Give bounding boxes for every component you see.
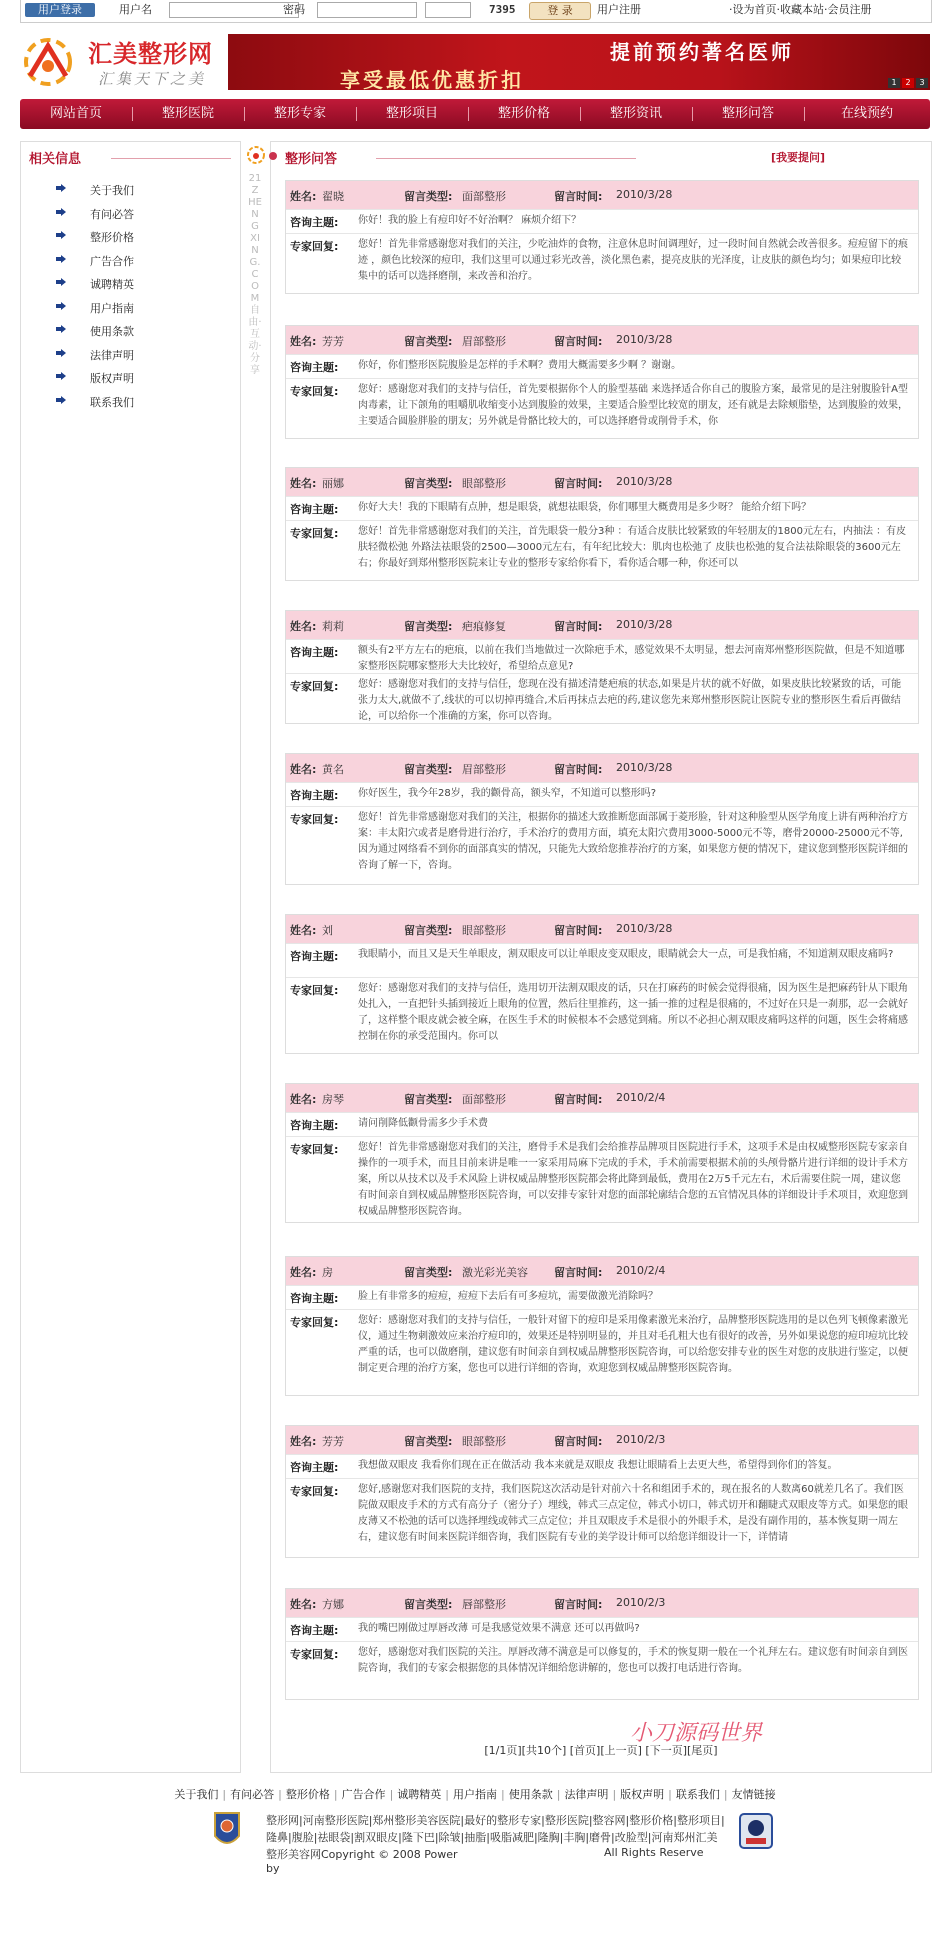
footer-copyright: 整形美容网Copyright © 2008 Power by (266, 1848, 458, 1875)
sidebar-item-label: 联系我们 (90, 395, 134, 409)
banner-page-1[interactable]: 1 (888, 78, 900, 88)
entry-reply: 您好！首先非常感谢您对我们的关注，少吃油炸的食物，注意休息时间调理好，过一段时间自然就会改善很多。痘痘留下的痕迹 ，颜色比较深的痘印，我们这里可以通过彩光改善，淡化黑色素，提亮皮肤的光泽度，让皮肤的颜色均匀；如果痘印比较集中的话可以选择磨削，来改善和治疗。 (358, 239, 908, 282)
footer-link[interactable]: 有问必答 (230, 1788, 275, 1801)
entry-type: 疤痕修复 (462, 620, 506, 633)
reply-label: 专家回复: (290, 1485, 339, 1498)
time-label: 留言时间: (554, 1598, 603, 1611)
reply-label: 专家回复: (290, 1143, 339, 1156)
reply-label: 专家回复: (290, 527, 339, 540)
watermark: 小刀源码世界 (630, 1721, 763, 1746)
entry-type: 唇部整形 (462, 1598, 506, 1611)
name-label: 姓名: (290, 620, 317, 633)
subject-label: 咨询主题: (290, 1119, 339, 1132)
captcha-code: 7395 (489, 3, 516, 16)
time-label: 留言时间: (554, 763, 603, 776)
entry-subject: 脸上有非常多的痘痘，痘痘下去后有可多痘坑，需要做激光消除吗？ (358, 1291, 658, 1302)
banner-line2: 享受最低优惠折扣 (340, 68, 524, 90)
entry-reply: 您好：感谢您对我们的支持与信任，首先要根据你个人的脸型基础 来选择适合你自己的腹脸方案，最常见的是注射腹脸针A型肉毒素，让下颌角的咀嚼肌收缩变小达到腹脸的效果，主要适合脸型比较宽的朋友，还有就是去除颊脂垫，达到腹脸的效果，主要适合圆脸胖脸的朋友；另外就是骨骼比较大的，可以选择磨骨或削骨手术，你 (358, 384, 909, 427)
reply-row (286, 1478, 918, 1556)
entry-type: 面部整形 (462, 1093, 506, 1106)
qa-entry-header (286, 326, 918, 354)
subject-label: 咨询主题: (290, 1461, 339, 1474)
time-label: 留言时间: (554, 335, 603, 348)
subject-row (286, 1112, 918, 1137)
footer-link[interactable]: 友情链接 (731, 1788, 776, 1801)
entry-type: 眼部整形 (462, 924, 506, 937)
entry-name: 丽娜 (322, 477, 344, 490)
reply-row (286, 378, 918, 437)
qa-entry (285, 1083, 919, 1223)
entry-reply: 您好！首先非常感谢您对我们的关注，磨骨手术是我们会给推荐品牌项目医院进行手术，这项手术是由权威整形医院专家亲自操作的一项手术，而且目前来讲是唯一一家采用局麻下完成的手术，手术前需要根据术前的头颅骨骼片进行详细的设计手术方案，所以从技术以及手术风险上讲权威品牌整形医院都会将此降到最低，费用在2万5千元左右，术后需要住院一周，建议您有时间亲自到权威品牌整形医院咨询，可以安排专家针对您的面部轮廓结合您的五官情况具体的详细设计手术项目，欢迎您到权威品牌整形医院咨询。 (358, 1142, 908, 1217)
entry-subject: 额头有2平方左右的疤痕，以前在我们当地做过一次除疤手术，感觉效果不太明显，想去河南郑州整形医院做，但是不知道哪家整形医院哪家整形大夫比较好，希望给点意见? (358, 645, 905, 672)
pager[interactable]: [1/1页][共10个] [首页][上一页] [下一页][尾页] (484, 1744, 718, 1757)
entry-time: 2010/3/28 (616, 475, 673, 488)
name-label: 姓名: (290, 1266, 317, 1279)
subject-label: 咨询主题: (290, 361, 339, 374)
entry-type: 面部整形 (462, 190, 506, 203)
sidebar-title: 相关信息 (29, 152, 82, 167)
entry-name: 房琴 (322, 1093, 344, 1106)
entry-type: 眼部整形 (462, 477, 506, 490)
sidebar-item-label: 有问必答 (90, 207, 134, 221)
logo[interactable] (20, 32, 225, 92)
reply-label: 专家回复: (290, 680, 339, 693)
footer-link[interactable]: 联系我们 (675, 1788, 720, 1801)
vertical-strip (245, 141, 267, 471)
time-label: 留言时间: (554, 477, 603, 490)
qa-entry (285, 180, 919, 294)
sidebar (20, 141, 241, 1773)
nav-hospital[interactable]: 整形医院 (161, 106, 214, 121)
time-label: 留言时间: (554, 620, 603, 633)
username-input[interactable] (169, 2, 299, 18)
footer-line1[interactable]: 整形网|河南整形医院|郑州整形美容医院|最好的整形专家|整形医院|整容网|整形价格|整形项目| (266, 1814, 725, 1827)
sidebar-item-label: 法律声明 (90, 348, 134, 362)
subject-label: 咨询主题: (290, 216, 339, 229)
entry-reply: 您好,感谢您对我们医院的支持，我们医院这次活动是针对前六十名和组团手术的，现在报名的人数离60就差几名了。我们医院做双眼皮手术的方式有高分子（密分子）埋线，韩式三点定位，韩式小切口，韩式切开和翻睫式双眼皮等方式。如果您的眼皮薄又不松弛的话可以选择埋线或韩式三点定位；并且双眼皮手术是很小的外眼手术，是没有副作用的，基本恢复期一周左右，建议您有时间来医院详细咨询，我们医院有专业的美学设计师可以给您详细设计一下，详情请 (358, 1484, 908, 1543)
entry-name: 房 (322, 1266, 333, 1279)
qa-entry (285, 610, 919, 724)
arrow-right-icon (56, 325, 66, 333)
type-label: 留言类型: (404, 763, 453, 776)
logo-slogan: 汇集天下之美 (98, 70, 207, 88)
entry-time: 2010/3/28 (616, 333, 673, 346)
footer-link[interactable]: 广告合作 (341, 1788, 386, 1801)
subject-label: 咨询主题: (290, 646, 339, 659)
qa-entry-header (286, 181, 918, 209)
entry-reply: 您好！首先非常感谢您对我们的关注，首先眼袋一般分3种 ：有适合皮肤比较紧致的年轻朋友的1800元左右，内抽法 ：有皮肤轻微松弛 外路法祛眼袋的2500—3000元左右，有年纪比较大：肌肉也松弛了 皮肤也松弛的复合法祛除眼袋的3600元左右；你最好到郑州整形医院来让专业的整形专家给你看下，看你适合哪一种，你还可以 (358, 526, 907, 569)
type-label: 留言类型: (404, 1266, 453, 1279)
qa-entry (285, 1588, 919, 1700)
vertical-slogan: 21ZHENGXING.COM 自由·互动·分享 (248, 173, 262, 376)
police-alarm-icon[interactable] (736, 1810, 776, 1852)
entry-name: 刘 (322, 924, 333, 937)
time-label: 留言时间: (554, 924, 603, 937)
banner-line1: 提前预约著名医师 (610, 40, 794, 64)
qa-entry-header (286, 1257, 918, 1285)
entry-subject: 你好，你们整形医院腹脸是怎样的手术啊？费用大概需要多少啊 ？谢谢。 (358, 360, 682, 371)
type-label: 留言类型: (404, 1093, 453, 1106)
entry-name: 莉莉 (322, 620, 344, 633)
subject-row (286, 1454, 918, 1479)
time-label: 留言时间: (554, 1435, 603, 1448)
arrow-right-icon (56, 278, 66, 286)
subject-row (286, 1285, 918, 1310)
entry-name: 芳芳 (322, 335, 344, 348)
name-label: 姓名: (290, 1093, 317, 1106)
qa-entry-header (286, 468, 918, 496)
footer-rights: All Rights Reserve (604, 1846, 704, 1859)
entry-time: 2010/2/4 (616, 1091, 666, 1104)
arrow-right-icon (56, 255, 66, 263)
top-links[interactable]: ·设为首页·收藏本站·会员注册 (729, 3, 872, 16)
entry-time: 2010/3/28 (616, 618, 673, 631)
subject-label: 咨询主题: (290, 503, 339, 516)
reply-row (286, 1136, 918, 1221)
reply-row (286, 520, 918, 579)
reply-row (286, 1641, 918, 1698)
nav-expert[interactable]: 整形专家 (273, 106, 326, 121)
entry-reply: 您好：感谢您对我们的支持与信任，一般针对留下的痘印是采用像素激光来治疗，品牌整形医院选用的是以色列飞顿像素激光仪，通过生物刺激效应来治疗痘印的，效果还是特别明显的，并且对毛孔粗大也有很好的改善，另外如果说您的痘印痘坑比较严重的话，也可以做磨削，建议您有时间亲自到权威品牌整形医院咨询，可以给您安排专业的医生对您的皮肤进行鉴定，以便制定更合理的治疗方案，您也可以进行详细的咨询，欢迎您到权威品牌整形医院咨询。 (358, 1315, 908, 1374)
type-label: 留言类型: (404, 924, 453, 937)
entry-reply: 您好，感谢您对我们医院的关注。厚唇改薄不满意是可以修复的，手术的恢复期一般在一个礼拜左右。建议您有时间亲自到医院咨询，我们的专家会根据您的具体情况详细给您讲解的，您也可以拨打电话进行咨询。 (358, 1647, 908, 1674)
entry-type: 眉部整形 (462, 763, 506, 776)
qa-entry (285, 753, 919, 885)
subject-row (286, 1617, 918, 1642)
main-nav (20, 99, 930, 129)
name-label: 姓名: (290, 477, 317, 490)
reply-row (286, 233, 918, 292)
nav-news[interactable]: 整形资讯 (609, 106, 662, 121)
arrow-right-icon (56, 208, 66, 216)
entry-subject: 我眼睛小，而且又是天生单眼皮，割双眼皮可以让单眼皮变双眼皮，眼睛就会大一点，可是我怕痛，不知道割双眼皮痛吗? (358, 949, 894, 960)
name-label: 姓名: (290, 1598, 317, 1611)
password-label: 密码 (283, 3, 305, 16)
title-bullet-icon (267, 150, 279, 162)
entry-time: 2010/3/28 (616, 188, 673, 201)
entry-type: 激光彩光美容 (462, 1266, 528, 1279)
qa-entry-header (286, 1426, 918, 1454)
login-button[interactable]: 登 录 (529, 2, 591, 20)
reply-label: 专家回复: (290, 1316, 339, 1329)
name-label: 姓名: (290, 924, 317, 937)
arrow-right-icon (56, 372, 66, 380)
police-badge-icon[interactable] (212, 1810, 242, 1852)
arrow-right-icon (56, 396, 66, 404)
subject-label: 咨询主题: (290, 1624, 339, 1637)
entry-subject: 你好医生，我今年28岁，我的颧骨高，额头窄，不知道可以整形吗? (358, 788, 657, 799)
logo-small-icon (246, 145, 266, 165)
name-label: 姓名: (290, 335, 317, 348)
entry-type: 眉部整形 (462, 335, 506, 348)
reply-label: 专家回复: (290, 1648, 339, 1661)
subject-row (286, 782, 918, 807)
qa-entry (285, 914, 919, 1054)
qa-entry (285, 325, 919, 439)
sidebar-item-label: 关于我们 (90, 184, 134, 197)
type-label: 留言类型: (404, 620, 453, 633)
sidebar-item-label: 诚聘精英 (90, 278, 134, 291)
subject-label: 咨询主题: (290, 1292, 339, 1305)
entry-reply: 您好：感谢您对我们的支持与信任，选用切开法割双眼皮的话，只在打麻药的时候会觉得很痛，因为医生是把麻药针从下眼角处扎入，一直把针头插到接近上眼角的位置，然后往里推药，这一插一推的过程是很痛的，不过好在只是一刹那，忍一会就好了，这样整个眼皮就会被全麻，在医生手术的时候根本不会感觉到痛。所以不必担心割双眼皮痛吗这样的问题，医生会将痛感控制在你的承受范围内。你可以 (358, 983, 908, 1042)
entry-reply: 您好：感谢您对我们的支持与信任，您现在没有描述清楚疤痕的状态,如果是片状的就不好做，如果皮肤比较紧致的话，可能张力太大,就做不了,线状的可以切掉再缝合,术后再抹点去疤的药,建议您先来郑州整形医院让医院专业的整形医生看后再做结论，可以给你一个准确的方案，你可以咨询。 (358, 679, 902, 722)
reply-label: 专家回复: (290, 984, 339, 997)
sidebar-item-label: 用户指南 (90, 301, 134, 315)
subject-label: 咨询主题: (290, 789, 339, 802)
logo-name: 汇美整形网 (88, 39, 213, 68)
qa-entry (285, 1425, 919, 1558)
footer-line2[interactable]: 隆鼻|腹脸|祛眼袋|割双眼皮|隆下巴|除皱|抽脂|吸脂减肥|隆胸|丰胸|磨骨|改脸型|河南郑州汇美 (266, 1831, 718, 1844)
footer-link[interactable]: 版权声明 (620, 1788, 665, 1801)
sidebar-item-label: 广告合作 (90, 254, 134, 268)
captcha-input[interactable] (425, 2, 471, 18)
subject-label: 咨询主题: (290, 950, 339, 963)
entry-subject: 请问削降低颧骨需多少手术费 (358, 1118, 488, 1129)
name-label: 姓名: (290, 1435, 317, 1448)
qa-entry-header (286, 915, 918, 943)
ask-question-link[interactable]: [我要提问] (771, 151, 826, 164)
time-label: 留言时间: (554, 1266, 603, 1279)
reply-row (286, 673, 918, 732)
nav-price[interactable]: 整形价格 (497, 106, 550, 121)
time-label: 留言时间: (554, 1093, 603, 1106)
entry-time: 2010/3/28 (616, 922, 673, 935)
subject-row (286, 943, 918, 978)
subject-row (286, 354, 918, 379)
nav-booking[interactable]: 在线预约 (840, 106, 893, 121)
entry-subject: 我的嘴巴刚做过厚唇改薄 可是我感觉效果不满意 还可以再做吗? (358, 1623, 640, 1634)
entry-name: 翟晓 (322, 190, 344, 203)
nav-project[interactable]: 整形项目 (385, 106, 438, 121)
username-label: 用户名 (119, 3, 152, 16)
nav-qa[interactable]: 整形问答 (721, 106, 774, 121)
banner[interactable] (228, 34, 930, 90)
sidebar-item-label: 使用条款 (90, 325, 134, 338)
main-content (270, 141, 932, 1773)
login-tag: 用户登录 (25, 3, 95, 17)
type-label: 留言类型: (404, 477, 453, 490)
footer-link[interactable]: 关于我们 (174, 1788, 219, 1801)
entry-time: 2010/3/28 (616, 761, 673, 774)
qa-entry (285, 1256, 919, 1396)
subject-row (286, 496, 918, 521)
entry-name: 黄名 (322, 763, 344, 776)
arrow-right-icon (56, 349, 66, 357)
qa-entry-header (286, 754, 918, 782)
footer-links: 关于我们 | 有问必答 | 整形价格 | 广告合作 | 诚聘精英 | 用户指南 | 使用条款 | 法律声明 | 版权声明 | 联系我们 | 友情链接 (174, 1788, 776, 1801)
reply-row (286, 1309, 918, 1394)
arrow-right-icon (56, 184, 66, 192)
time-label: 留言时间: (554, 190, 603, 203)
type-label: 留言类型: (404, 190, 453, 203)
reply-label: 专家回复: (290, 385, 339, 398)
qa-entry-header (286, 1589, 918, 1617)
reply-row (286, 977, 918, 1048)
entry-time: 2010/2/4 (616, 1264, 666, 1277)
password-input[interactable] (317, 2, 417, 18)
entry-time: 2010/2/3 (616, 1596, 666, 1609)
reply-label: 专家回复: (290, 240, 339, 253)
main-title: 整形问答 (285, 152, 338, 167)
type-label: 留言类型: (404, 335, 453, 348)
reply-label: 专家回复: (290, 813, 339, 826)
name-label: 姓名: (290, 763, 317, 776)
header (20, 32, 930, 92)
entry-reply: 您好！首先非常感谢您对我们的关注，根据你的描述大致推断您面部属于菱形脸，针对这种脸型从医学角度上讲有两种治疗方案：丰太阳穴或者是磨骨进行治疗，手术治疗的费用方面，填充太阳穴费用3000-5000元不等，磨骨20000-25000元不等,因为通过网络看不到你的面部真实的情况，只能先大致给您推荐治疗的方案，如果您方便的情况下，建议您到整形医院详细的咨询了解一下，咨询。 (358, 812, 908, 871)
sidebar-title-line (111, 158, 231, 159)
footer-link[interactable]: 使用条款 (508, 1788, 553, 1801)
type-label: 留言类型: (404, 1435, 453, 1448)
entry-name: 芳芳 (322, 1435, 344, 1448)
entry-name: 方娜 (322, 1598, 344, 1611)
footer-link[interactable]: 诚聘精英 (397, 1788, 442, 1801)
sidebar-item-label: 版权声明 (90, 372, 134, 385)
name-label: 姓名: (290, 190, 317, 203)
qa-entry-header (286, 1084, 918, 1112)
main-title-line (376, 158, 636, 159)
entry-type: 眼部整形 (462, 1435, 506, 1448)
banner-page-3[interactable]: 3 (916, 78, 928, 88)
footer-link[interactable]: 法律声明 (564, 1788, 609, 1801)
register-link[interactable]: 用户注册 (597, 3, 641, 16)
subject-row (286, 209, 918, 234)
arrow-right-icon (56, 302, 66, 310)
entry-subject: 你好大夫！我的下眼睛有点肿，想是眼袋，就想祛眼袋，你们哪里大概费用是多少呀？ 能给介绍下吗？ (358, 502, 812, 513)
footer-link[interactable]: 用户指南 (453, 1788, 497, 1801)
entry-subject: 你好！我的脸上有痘印好不好治啊？ 麻烦介绍下？ (358, 215, 582, 226)
entry-time: 2010/2/3 (616, 1433, 666, 1446)
footer-link[interactable]: 整形价格 (285, 1788, 330, 1801)
nav-home[interactable]: 网站首页 (49, 106, 102, 121)
type-label: 留言类型: (404, 1598, 453, 1611)
qa-entry-header (286, 611, 918, 639)
reply-row (286, 806, 918, 881)
banner-page-2[interactable]: 2 (902, 78, 914, 88)
login-bar (20, 0, 932, 23)
qa-entry (285, 467, 919, 581)
arrow-right-icon (56, 231, 66, 239)
entry-subject: 我想做双眼皮 我看你们现在正在做活动 我本来就是双眼皮 我想让眼睛看上去更大些，希望得到你们的答复。 (358, 1460, 838, 1471)
logo-icon (22, 36, 74, 88)
subject-row (286, 639, 918, 674)
sidebar-item-label: 整形价格 (90, 231, 134, 244)
